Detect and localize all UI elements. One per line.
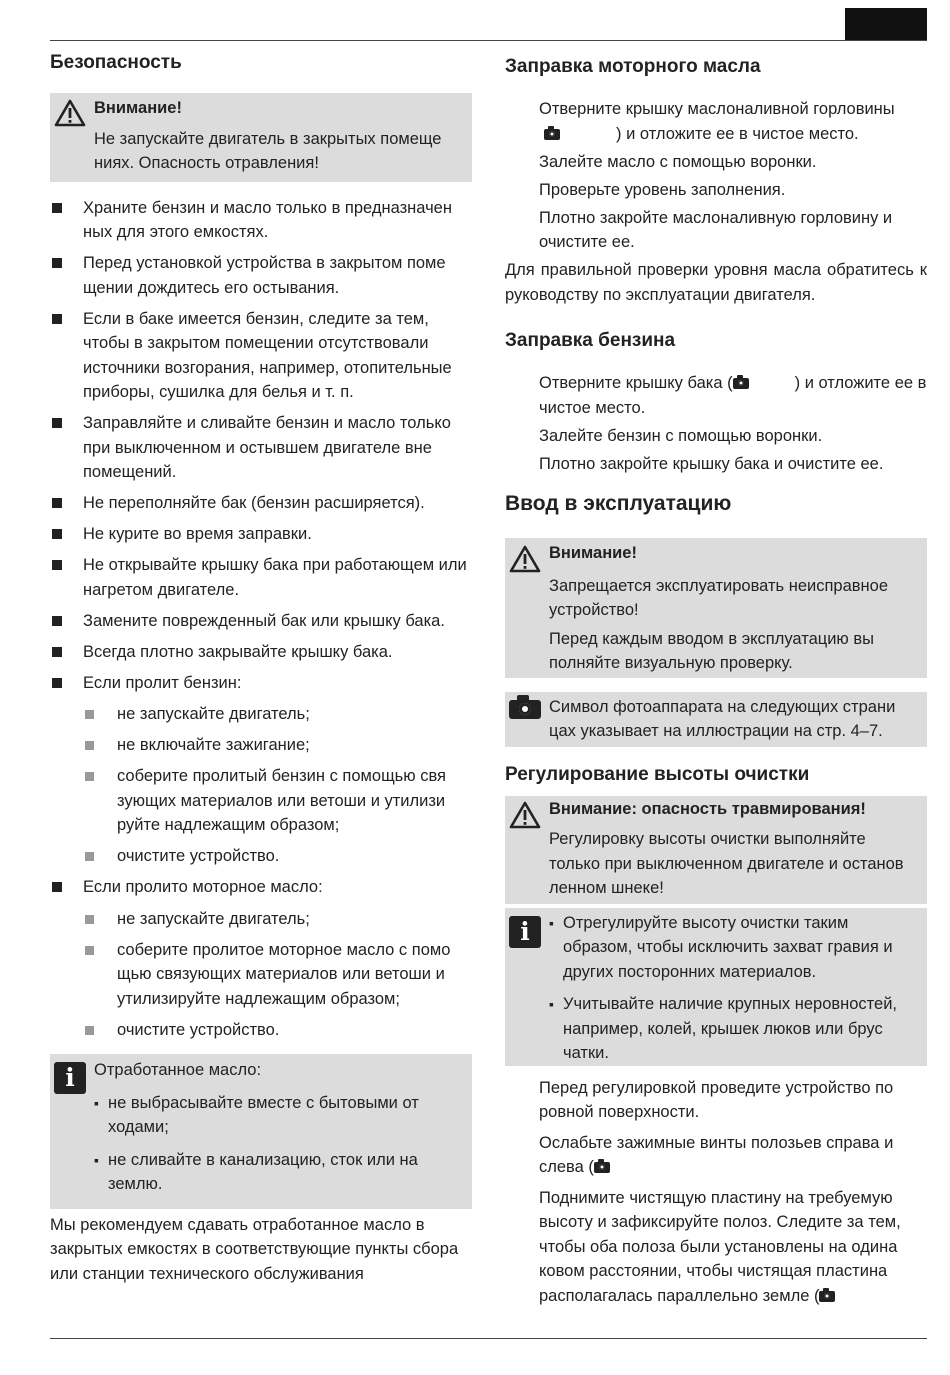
camera-note-text: Символ фотоаппарата на следующих страни цах указывает на иллюстрации на стр. 4–7. <box>549 697 896 740</box>
warning-title: Внимание! <box>94 99 182 117</box>
info-list-item: ▪ не выбрасывайте вместе с бытовыми от ходами; <box>94 1091 460 1140</box>
section-title-commissioning: Ввод в эксплуатацию <box>505 492 732 515</box>
fuel-steps <box>505 371 927 476</box>
info-list <box>94 1091 460 1197</box>
step-text: Отверните крышку бака ( ) и отложите ее в чистое место. <box>539 374 927 417</box>
spilled-oil-sublist <box>83 907 472 1043</box>
step-text: Поднимите чистящую пластину на требуемую высоту и зафиксируйте полоз. Следите за тем, чтобы оба полоза были установлены на одина ковом расстоянии, чтобы чистящая пластина располагалась параллельно земле ( <box>539 1188 901 1305</box>
closing-text: Мы рекомендуем сдавать отработанное масло в закрытых емкостях в соответствующие пункты сбора или станции технического обслуживания <box>50 1215 459 1283</box>
step-text: Отверните крышку маслоналивной горловины ) и отложите ее в чистое место. <box>539 100 895 143</box>
warning-text: Регулировку высоты очистки выполняйте только при выключенном двигателе и останов ленном шнеке! <box>549 830 904 897</box>
list-item: Заправляйте и сливайте бензин и масло только при выключенном и остывшем двигателе вне помещений. <box>50 411 472 485</box>
safety-list <box>50 196 472 1043</box>
step-text: Проверьте уровень заполнения. <box>539 180 786 199</box>
spilled-fuel-sublist <box>83 702 472 869</box>
list-item: Перед установкой устройства в закрытом поме щении дождитесь его остывания. <box>50 251 472 300</box>
warning-triangle-icon <box>509 801 541 829</box>
section-title-safety: Безопасность <box>50 52 182 73</box>
oil-steps <box>505 97 927 255</box>
section-title-height-adjust: Регулирование высоты очистки <box>505 763 810 785</box>
list-item-spilled-fuel <box>50 671 472 869</box>
step-text: Плотно закройте крышку бака и очистите ее. <box>539 454 884 473</box>
list-item-spilled-oil <box>50 875 472 1042</box>
sub-list-item: не включайте зажигание; <box>83 733 472 758</box>
step-text: Плотно закройте маслоналивную горловину и очистите ее. <box>539 208 893 251</box>
warning-triangle-icon <box>54 99 86 127</box>
sub-list-item: очистите устройство. <box>83 844 472 869</box>
list-item: Замените поврежденный бак или крышку бака. <box>50 609 472 634</box>
warning-triangle-icon <box>509 545 541 573</box>
info-list-item: ▪ не сливайте в канализацию, сток или на землю. <box>94 1148 460 1197</box>
warning-box <box>50 93 472 182</box>
camera-icon <box>733 378 749 389</box>
left-column <box>50 52 472 1286</box>
page-tab-marker <box>845 8 927 40</box>
warning-text: Не запускайте двигатель в закрытых помеще ниях. Опасность отравления! <box>94 129 442 172</box>
list-item: Храните бензин и масло только в предназначен ных для этого емкостях. <box>50 196 472 245</box>
right-column <box>505 56 927 1312</box>
step-text: Перед регулировкой проведите устройство по ровной поверхности. <box>539 1078 894 1121</box>
sub-list-item: не запускайте двигатель; <box>83 907 472 932</box>
sub-list-item: очистите устройство. <box>83 1018 472 1043</box>
info-list <box>549 911 915 1066</box>
header-rule <box>50 40 927 41</box>
height-steps <box>505 1076 927 1309</box>
warning-title: Внимание: опасность травмирования! <box>549 799 866 818</box>
info-list-item: ▪ Отрегулируйте высоту очистки таким образом, чтобы исключить захват гравия и других посторонних материалов. <box>549 911 915 985</box>
sub-list-item: соберите пролитый бензин с помощью свя зующих материалов или ветоши и утилизи руйте надлежащим образом; <box>83 764 472 838</box>
camera-icon <box>594 1162 610 1173</box>
footer-rule <box>50 1338 927 1339</box>
info-icon: i <box>54 1062 86 1094</box>
list-item: Не переполняйте бак (бензин расширяется). <box>50 491 472 516</box>
camera-icon <box>509 700 541 719</box>
spilled-oil-title: Если пролито моторное масло: <box>83 878 323 896</box>
step-text: Залейте бензин с помощью воронки. <box>539 426 823 445</box>
camera-note-box <box>505 692 927 747</box>
warning-text: Запрещается эксплуатировать неисправное устройство! <box>549 576 888 619</box>
info-box-waste-oil <box>50 1054 472 1209</box>
section-title-fuel: Заправка бензина <box>505 330 676 351</box>
sub-list-item: не запускайте двигатель; <box>83 702 472 727</box>
list-item: Не курите во время заправки. <box>50 522 472 547</box>
warning-title: Внимание! <box>549 544 637 562</box>
step-text: Ослабьте зажимные винты полозьев справа и слева ( <box>539 1133 894 1176</box>
spilled-fuel-title: Если пролит бензин: <box>83 673 242 692</box>
info-title: Отработанное масло: <box>94 1061 262 1079</box>
warning-box <box>505 796 927 904</box>
info-icon: i <box>509 916 541 948</box>
camera-icon <box>544 129 560 140</box>
list-item: Не открывайте крышку бака при работающем или нагретом двигателе. <box>50 553 472 602</box>
oil-note: Для правильной проверки уровня масла обратитесь к руководству по эксплуатации двигателя. <box>505 261 927 304</box>
camera-icon <box>819 1291 835 1302</box>
sub-list-item: соберите пролитое моторное масло с помо щью связующих материалов или ветоши и утилизируйте надлежащим образом; <box>83 938 472 1012</box>
info-box-height <box>505 908 927 1066</box>
list-item: Всегда плотно закрывайте крышку бака. <box>50 640 472 665</box>
section-title-oil: Заправка моторного масла <box>505 56 761 77</box>
list-item: Если в баке имеется бензин, следите за тем, чтобы в закрытом помещении отсутствовали источники возгорания, например, отопительные приборы, сушилка для белья и т. п. <box>50 307 472 405</box>
warning-text: Перед каждым вводом в эксплуатацию вы полняйте визуальную проверку. <box>549 629 875 672</box>
step-text: Залейте масло с помощью воронки. <box>539 152 817 171</box>
info-list-item: ▪ Учитывайте наличие крупных неровностей, например, колей, крышек люков или брус чатки. <box>549 992 915 1066</box>
warning-box <box>505 538 927 678</box>
